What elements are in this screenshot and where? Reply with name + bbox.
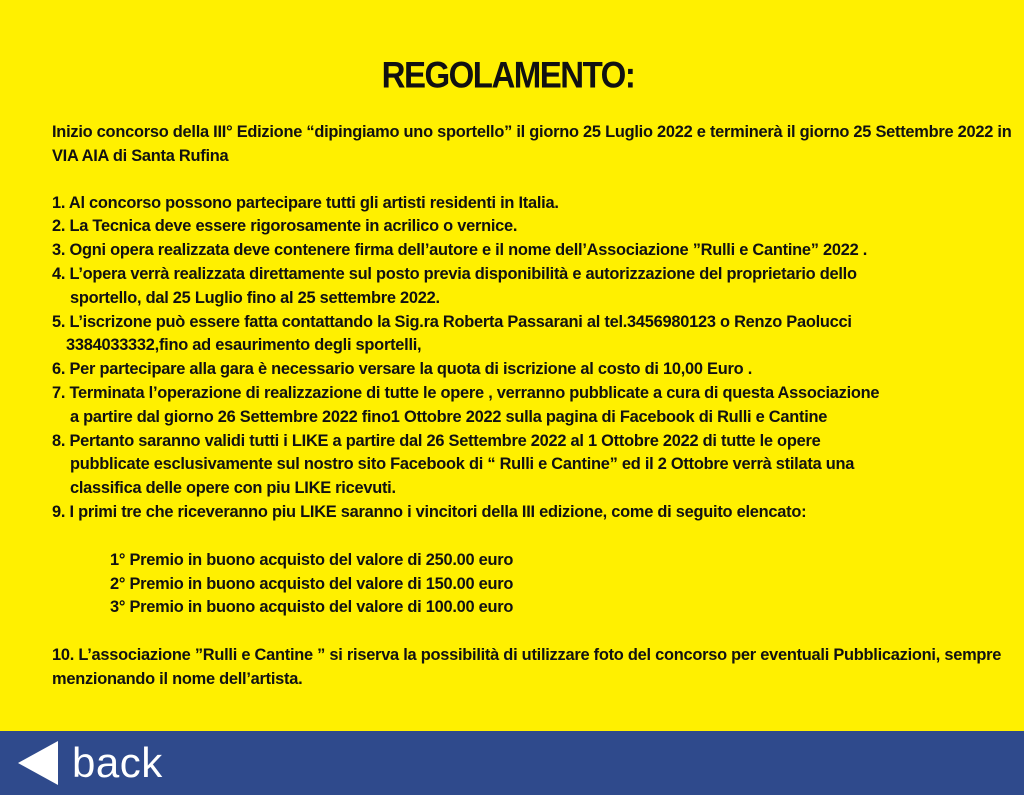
- rule-item-1: [52, 192, 1012, 216]
- rule-item-9: [52, 501, 1012, 525]
- rule-line: 7. Terminata l’operazione di realizzazione di tutte le opere , verranno pubblicate a cura di questa Associazione: [52, 383, 880, 402]
- rule-line: 3. Ogni opera realizzata deve contenere firma dell’autore e il nome dell’Associazione ”Rulli e Cantine” 2022 .: [52, 241, 868, 260]
- triangle-left-icon: [18, 739, 62, 787]
- final-note: 10. L’associazione ”Rulli e Cantine ” si riserva la possibilità di utilizzare foto del concorso per eventuali Pubblicazioni, sempre menzionando il nome dell’artista.: [52, 646, 1002, 688]
- rule-item-6: [52, 358, 1012, 382]
- rule-continuation: a partire dal giorno 26 Settembre 2022 fino1 Ottobre 2022 sulla pagina di Facebook di Rulli e Cantine: [70, 407, 828, 426]
- rule-line: 5. L’iscrizone può essere fatta contattando la Sig.ra Roberta Passarani al tel.3456980123 o Renzo Paolucci: [52, 312, 852, 331]
- intro-text: Inizio concorso della III° Edizione “dipingiamo uno sportello” il giorno 25 Luglio 2022 e terminerà il giorno 25 Settembre 2022 in VIA AIA di Santa Rufina: [52, 123, 1012, 165]
- prize-item-3: 3° Premio in buono acquisto del valore di 100.00 euro: [110, 598, 514, 617]
- rule-item-3: [52, 239, 1012, 263]
- rule-item-4: [52, 263, 1012, 311]
- rules-content: [52, 121, 1012, 692]
- rule-line: 1. Al concorso possono partecipare tutti gli artisti residenti in Italia.: [52, 193, 559, 212]
- prizes-list: [110, 549, 1012, 620]
- rule-continuation: 3384033332,fino ad esaurimento degli sportelli,: [66, 336, 422, 355]
- back-label: back: [72, 739, 163, 786]
- rule-continuation: classifica delle opere con piu LIKE ricevuti.: [70, 479, 396, 498]
- rule-item-8: [52, 430, 1012, 501]
- rule-item-7: [52, 382, 1012, 430]
- rules-list: [52, 192, 1012, 525]
- rule-line: 9. I primi tre che riceveranno piu LIKE saranno i vincitori della III edizione, come di seguito elencato:: [52, 502, 807, 521]
- rule-line: 6. Per partecipare alla gara è necessario versare la quota di iscrizione al costo di 10,00 Euro .: [52, 360, 753, 379]
- prize-item-1: 1° Premio in buono acquisto del valore di 250.00 euro: [110, 550, 514, 569]
- rule-item-2: [52, 215, 1012, 239]
- rule-line: 4. L’opera verrà realizzata direttamente sul posto previa disponibilità e autorizzazione del proprietario dello: [52, 264, 857, 283]
- back-button[interactable]: [0, 731, 177, 795]
- footer-bar: [0, 731, 1024, 795]
- prize-item-2: 2° Premio in buono acquisto del valore di 150.00 euro: [110, 574, 514, 593]
- rule-line: 8. Pertanto saranno validi tutti i LIKE a partire dal 26 Settembre 2022 al 1 Ottobre 2022 di tutte le opere: [52, 431, 821, 450]
- rule-continuation: pubblicate esclusivamente sul nostro sito Facebook di “ Rulli e Cantine” ed il 2 Ottobre verrà stilata una: [70, 455, 855, 474]
- page-title: REGOLAMENTO:: [381, 53, 635, 96]
- rule-line: 2. La Tecnica deve essere rigorosamente in acrilico o vernice.: [52, 217, 518, 236]
- rule-item-5: [52, 311, 1012, 359]
- rule-continuation: sportello, dal 25 Luglio fino al 25 settembre 2022.: [70, 288, 440, 307]
